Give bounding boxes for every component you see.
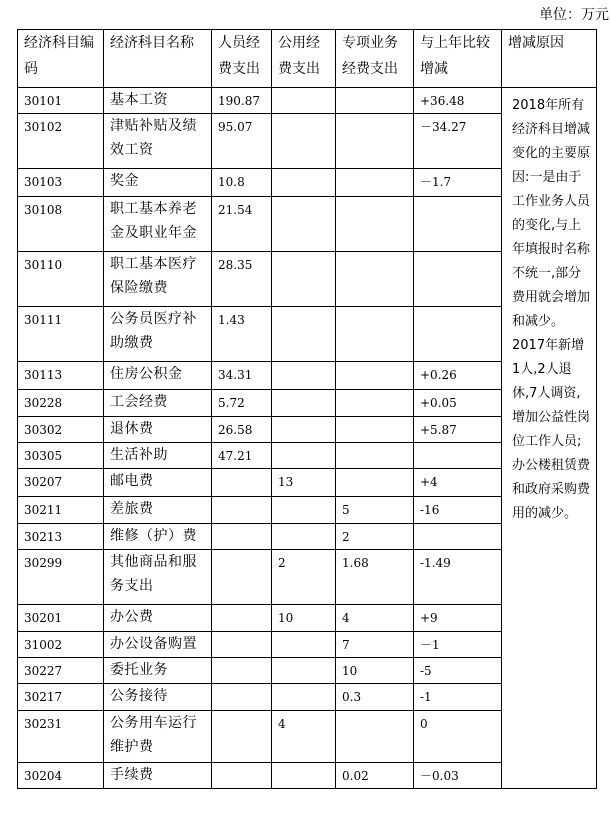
- cell-code: 30228: [18, 390, 104, 417]
- header-reason: 增减原因: [502, 30, 597, 88]
- cell-name: 其他商品和服务支出: [104, 550, 212, 605]
- cell-name: 办公设备购置: [104, 632, 212, 658]
- cell-code: 30103: [18, 169, 104, 197]
- cell-change: +36.48: [414, 88, 502, 114]
- cell-name: 邮电费: [104, 469, 212, 497]
- cell-change: [414, 252, 502, 307]
- cell-special: 10: [336, 658, 414, 684]
- cell-name: 委托业务: [104, 658, 212, 684]
- cell-name: 住房公积金: [104, 362, 212, 390]
- cell-change: [414, 197, 502, 252]
- reason-cell: 2018年所有经济科目增减变化的主要原因:一是由于工作业务人员的变化,与上年填报时名称不统一,部分费用就会增加和减少。2017年新增1人,2人退休,7人调资,增加公益性岗位工作人员;办公楼租赁费和政府采购费用的减少。: [502, 88, 597, 789]
- cell-public: [272, 524, 336, 550]
- cell-public: 10: [272, 605, 336, 632]
- cell-special: [336, 307, 414, 362]
- cell-code: 31002: [18, 632, 104, 658]
- cell-change: -5: [414, 658, 502, 684]
- cell-change: +0.05: [414, 390, 502, 417]
- cell-name: 差旅费: [104, 497, 212, 524]
- cell-special: [336, 169, 414, 197]
- cell-code: 30102: [18, 114, 104, 169]
- cell-public: [272, 114, 336, 169]
- cell-public: [272, 362, 336, 390]
- cell-personnel: 5.72: [212, 390, 272, 417]
- cell-code: 30299: [18, 550, 104, 605]
- cell-name: 手续费: [104, 763, 212, 789]
- cell-code: 30113: [18, 362, 104, 390]
- cell-special: [336, 88, 414, 114]
- header-code: 经济科目编码: [18, 30, 104, 88]
- cell-code: 30110: [18, 252, 104, 307]
- cell-code: 30207: [18, 469, 104, 497]
- cell-code: 30108: [18, 197, 104, 252]
- cell-personnel: [212, 469, 272, 497]
- cell-personnel: [212, 524, 272, 550]
- cell-public: 4: [272, 711, 336, 763]
- cell-change: +9: [414, 605, 502, 632]
- header-special: 专项业务经费支出: [336, 30, 414, 88]
- cell-code: 30204: [18, 763, 104, 789]
- cell-public: [272, 763, 336, 789]
- cell-code: 30302: [18, 417, 104, 443]
- cell-special: [336, 197, 414, 252]
- cell-name: 生活补助: [104, 443, 212, 469]
- cell-special: [336, 443, 414, 469]
- cell-change: [414, 307, 502, 362]
- cell-special: [336, 711, 414, 763]
- cell-name: 公务接待: [104, 684, 212, 711]
- cell-name: 奖金: [104, 169, 212, 197]
- cell-change: -1.49: [414, 550, 502, 605]
- cell-special: [336, 417, 414, 443]
- header-change: 与上年比较增减: [414, 30, 502, 88]
- cell-special: [336, 114, 414, 169]
- cell-code: 30305: [18, 443, 104, 469]
- cell-personnel: [212, 763, 272, 789]
- header-public: 公用经费支出: [272, 30, 336, 88]
- cell-public: 2: [272, 550, 336, 605]
- cell-personnel: 47.21: [212, 443, 272, 469]
- cell-personnel: 95.07: [212, 114, 272, 169]
- cell-name: 公务员医疗补助缴费: [104, 307, 212, 362]
- cell-change: －1.7: [414, 169, 502, 197]
- cell-change: －1: [414, 632, 502, 658]
- header-row: [18, 30, 597, 88]
- cell-personnel: 1.43: [212, 307, 272, 362]
- cell-code: 30201: [18, 605, 104, 632]
- cell-name: 职工基本养老金及职业年金: [104, 197, 212, 252]
- cell-special: [336, 469, 414, 497]
- cell-personnel: [212, 684, 272, 711]
- cell-name: 工会经费: [104, 390, 212, 417]
- table-body: [18, 88, 597, 789]
- cell-name: 退休费: [104, 417, 212, 443]
- cell-special: [336, 362, 414, 390]
- cell-name: 维修（护）费: [104, 524, 212, 550]
- cell-personnel: [212, 632, 272, 658]
- cell-name: 办公费: [104, 605, 212, 632]
- cell-public: [272, 684, 336, 711]
- table-row: [18, 88, 597, 114]
- budget-table: [17, 29, 597, 789]
- cell-public: [272, 497, 336, 524]
- cell-special: 7: [336, 632, 414, 658]
- cell-change: +0.26: [414, 362, 502, 390]
- cell-special: 4: [336, 605, 414, 632]
- cell-name: 职工基本医疗保险缴费: [104, 252, 212, 307]
- cell-code: 30211: [18, 497, 104, 524]
- cell-personnel: 21.54: [212, 197, 272, 252]
- cell-special: 5: [336, 497, 414, 524]
- cell-personnel: [212, 605, 272, 632]
- cell-public: 13: [272, 469, 336, 497]
- cell-special: 1.68: [336, 550, 414, 605]
- cell-personnel: 26.58: [212, 417, 272, 443]
- cell-public: [272, 417, 336, 443]
- cell-name: 津贴补贴及绩效工资: [104, 114, 212, 169]
- header-personnel: 人员经费支出: [212, 30, 272, 88]
- cell-special: 0.02: [336, 763, 414, 789]
- cell-public: [272, 632, 336, 658]
- cell-personnel: [212, 658, 272, 684]
- cell-special: [336, 390, 414, 417]
- cell-special: [336, 252, 414, 307]
- cell-public: [272, 307, 336, 362]
- cell-change: －34.27: [414, 114, 502, 169]
- cell-personnel: [212, 550, 272, 605]
- cell-code: 30213: [18, 524, 104, 550]
- cell-change: [414, 524, 502, 550]
- cell-personnel: [212, 711, 272, 763]
- cell-change: －0.03: [414, 763, 502, 789]
- cell-change: +5.87: [414, 417, 502, 443]
- cell-personnel: [212, 497, 272, 524]
- cell-public: [272, 197, 336, 252]
- cell-code: 30101: [18, 88, 104, 114]
- cell-code: 30217: [18, 684, 104, 711]
- cell-change: -16: [414, 497, 502, 524]
- cell-public: [272, 390, 336, 417]
- cell-public: [272, 88, 336, 114]
- cell-public: [272, 443, 336, 469]
- cell-special: 2: [336, 524, 414, 550]
- cell-code: 30227: [18, 658, 104, 684]
- cell-change: -1: [414, 684, 502, 711]
- unit-label: 单位：万元: [539, 7, 609, 23]
- cell-personnel: 190.87: [212, 88, 272, 114]
- cell-change: 0: [414, 711, 502, 763]
- cell-name: 基本工资: [104, 88, 212, 114]
- cell-public: [272, 658, 336, 684]
- cell-personnel: 34.31: [212, 362, 272, 390]
- cell-personnel: 10.8: [212, 169, 272, 197]
- cell-public: [272, 252, 336, 307]
- cell-change: [414, 443, 502, 469]
- cell-personnel: 28.35: [212, 252, 272, 307]
- cell-special: 0.3: [336, 684, 414, 711]
- cell-code: 30111: [18, 307, 104, 362]
- cell-name: 公务用车运行维护费: [104, 711, 212, 763]
- header-name: 经济科目名称: [104, 30, 212, 88]
- cell-change: +4: [414, 469, 502, 497]
- cell-public: [272, 169, 336, 197]
- cell-code: 30231: [18, 711, 104, 763]
